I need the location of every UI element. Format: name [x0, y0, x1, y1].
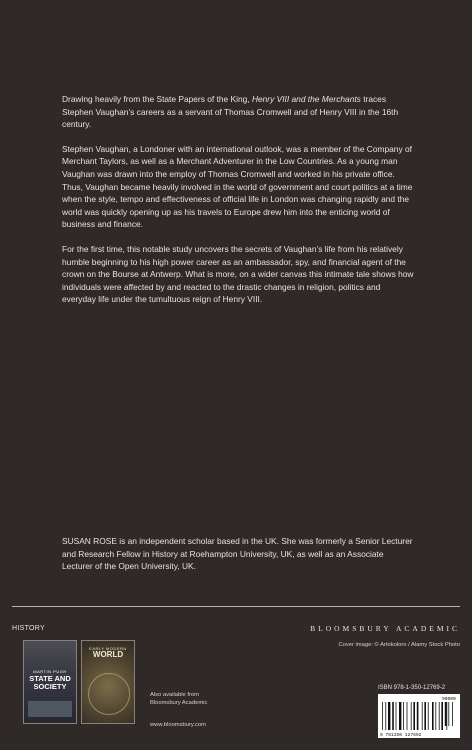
- cover-credit: Cover image: © Artokoloro / Alamy Stock Photo: [338, 642, 460, 648]
- barcode-bar: [399, 702, 401, 730]
- blurb-paragraph-3: For the first time, this notable study uncovers the secrets of Vaughan’s life from his relatively humble beginning to his high power career as an ambassador, spy, and financial agent of the crown on the Bourse at Antwerp. What is more, on a wider canvas this intimate tale shows how individuals were affected by and reacted to the drastic changes in religion, politics and everyday life under the tumultuous reign of Henry VIII.: [62, 243, 414, 305]
- barcode-bar: [446, 702, 447, 730]
- related-book-2-title: WORLD: [92, 650, 124, 659]
- also-available-line-1: Also available from: [150, 692, 199, 698]
- barcode-bars: [378, 694, 460, 738]
- barcode-bar: [439, 702, 440, 730]
- related-book-1-title: STATE AND SOCIETY: [29, 674, 71, 691]
- related-book-2-kicker: EARLY MODERN: [89, 646, 127, 651]
- divider-rule: [12, 606, 460, 607]
- barcode-bar: [417, 702, 419, 730]
- publisher-website: www.bloomsbury.com: [150, 722, 206, 728]
- map-illustration: [88, 673, 130, 715]
- barcode-addon-bar: [442, 702, 443, 726]
- barcode-bar: [392, 702, 394, 730]
- barcode: [378, 694, 460, 738]
- author-bio-text: SUSAN ROSE is an independent scholar based in the UK. She was formerly a Senior Lecturer and Research Fellow in History at Roehampton University, UK, as well as an Associate Lecturer of the Open University, UK.: [62, 536, 413, 572]
- blurb-p1-end: traces Stephen Vaughan’s careers as a servant of Thomas Cromwell and of Henry VIII in the 16th century.: [62, 94, 399, 130]
- barcode-bar: [385, 702, 386, 730]
- category-label: HISTORY: [12, 624, 45, 632]
- barcode-bar: [422, 702, 423, 730]
- publisher-name: BLOOMSBURY ACADEMIC: [310, 623, 460, 633]
- barcode-bar: [396, 702, 397, 730]
- bottom-section: [12, 636, 460, 738]
- barcode-addon-bar: [452, 702, 453, 726]
- barcode-bar: [407, 702, 408, 730]
- book-title-italic: Henry VIII and the Merchants: [251, 94, 361, 104]
- blurb-paragraph-2: Stephen Vaughan, a Londoner with an international outlook, was a member of the Company of Merchant Taylors, as well as a Merchant Adventurer in the Low Countries. As a young man Vaughan was drawn into the employ of Thomas Cromwell and worked in his private office. Thus, Vaughan became heavily involved in the world of government and court politics at a time when the style, tempo and effectiveness of official life in London was changing rapidly and the world was quickly opening up as his travels to Europe drew him into the enticing world of business and finance.: [62, 143, 413, 230]
- blurb-p1-start: Drawing heavily from the State Papers of the King,: [62, 94, 252, 104]
- also-available-line-2: Bloomsbury Academic: [150, 700, 208, 706]
- barcode-addon: 90000: [442, 697, 456, 702]
- barcode-bar: [382, 702, 383, 730]
- isbn-text: ISBN 978-1-350-12769-2: [378, 685, 446, 691]
- category-band: [12, 620, 460, 636]
- barcode-bar: [432, 702, 434, 730]
- barcode-bar: [411, 702, 412, 730]
- barcode-bar: [435, 702, 436, 730]
- related-book-cover-2: [81, 640, 135, 724]
- related-book-cover-1: [23, 640, 77, 724]
- barcode-bar: [413, 702, 415, 730]
- barcode-addon-bar: [448, 702, 449, 726]
- also-available: [150, 691, 207, 707]
- cover-photo-strip: [28, 701, 72, 717]
- related-book-1-author: MARTIN PUGH: [33, 669, 67, 674]
- back-cover-blurb: [62, 93, 414, 318]
- barcode-bar: [428, 702, 429, 730]
- barcode-bar: [424, 702, 426, 730]
- barcode-bar: [403, 702, 404, 730]
- author-bio: [62, 535, 414, 573]
- barcode-digits: 9 781350 127692: [380, 733, 422, 738]
- blurb-paragraph-1: [62, 93, 414, 131]
- barcode-bar: [388, 702, 390, 730]
- barcode-addon-bar: [445, 702, 447, 726]
